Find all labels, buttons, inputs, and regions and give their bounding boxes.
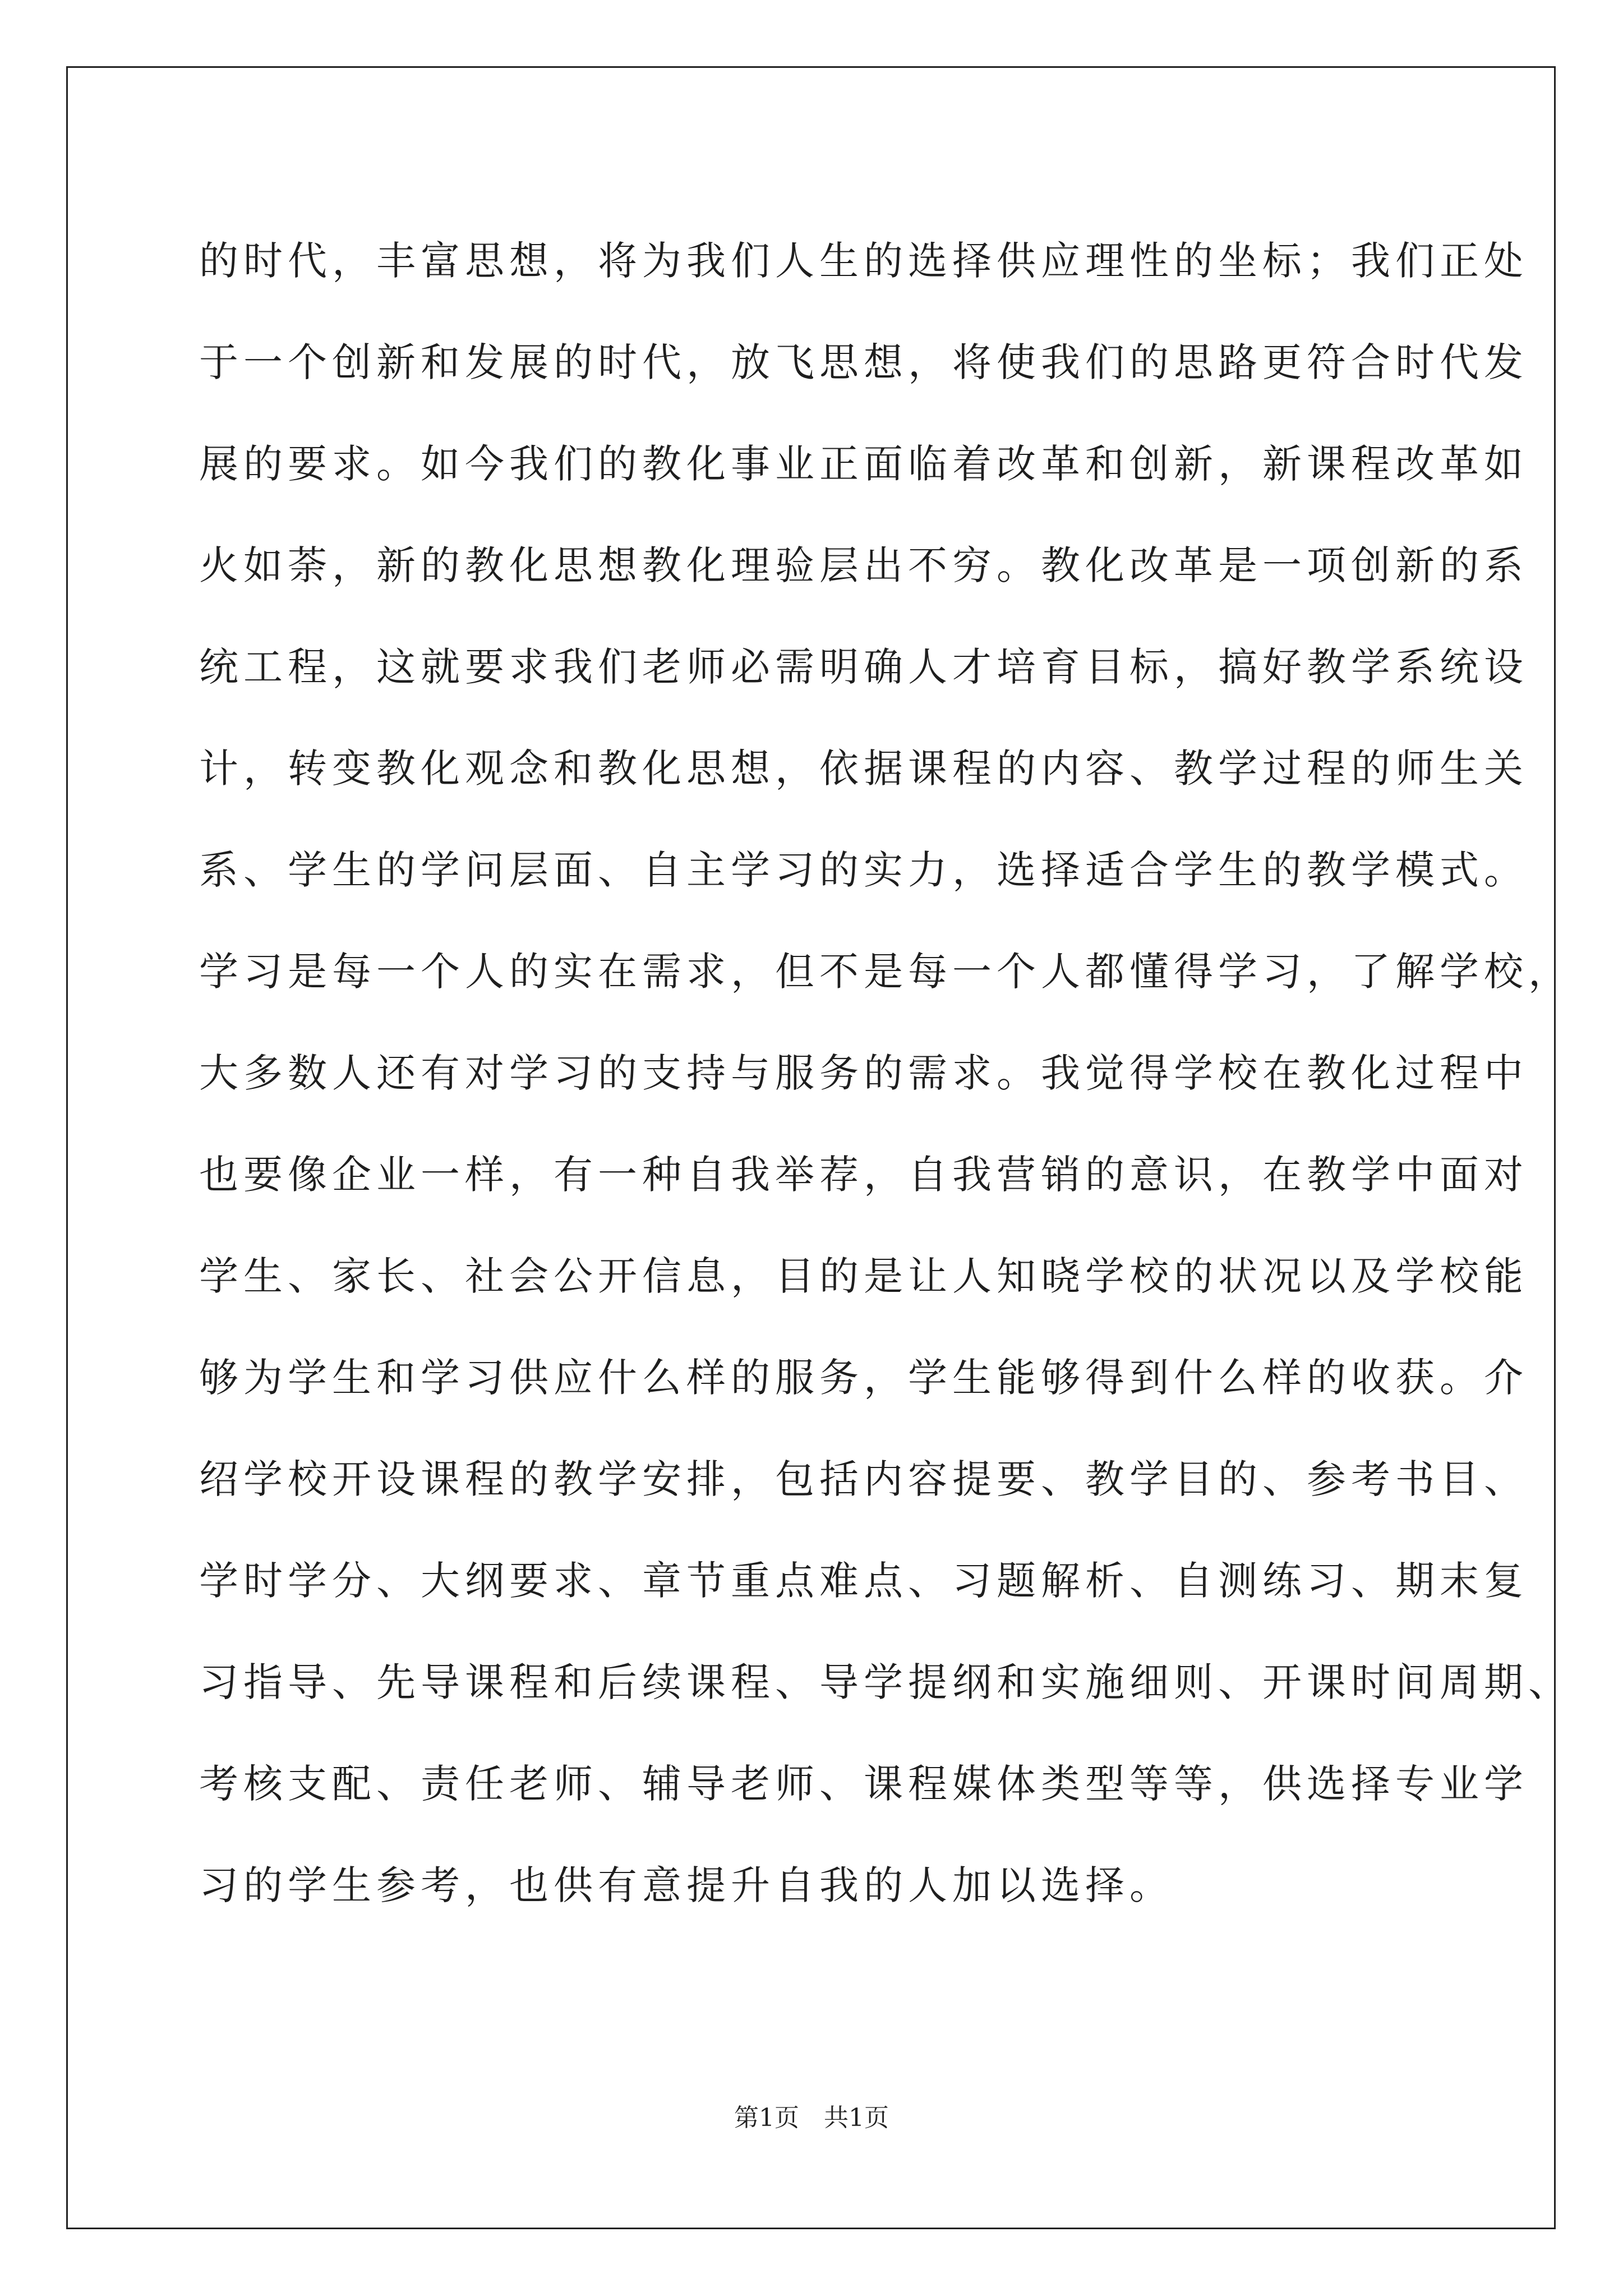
text-line: 学生、家长、社会公开信息，目的是让人知晓学校的状况以及学校能 [199,1253,1528,1299]
text-line: 于一个创新和发展的时代，放飞思想，将使我们的思路更符合时代发 [199,339,1528,385]
text-line: 也要像企业一样，有一种自我举荐，自我营销的意识，在教学中面对 [199,1152,1528,1198]
text-line: 的时代，丰富思想，将为我们人生的选择供应理性的坐标；我们正处 [199,238,1528,284]
text-line: 学时学分、大纲要求、章节重点难点、习题解析、自测练习、期末复 [199,1558,1528,1604]
text-line: 绍学校开设课程的教学安排，包括内容提要、教学目的、参考书目、 [199,1456,1528,1502]
page-footer [0,2101,1623,2135]
text-line: 大多数人还有对学习的支持与服务的需求。我觉得学校在教化过程中 [199,1050,1528,1096]
text-line: 习指导、先导课程和后续课程、导学提纲和实施细则、开课时间周期、 [199,1659,1573,1705]
page-total: 共1页 [824,2104,889,2132]
text-line: 系、学生的学问层面、自主学习的实力，选择适合学生的教学模式。 [199,847,1528,893]
document-body [199,210,1573,1936]
text-line: 展的要求。如今我们的教化事业正面临着改革和创新，新课程改革如 [199,441,1528,487]
page-number: 第1页 [734,2104,799,2132]
text-line: 火如荼，新的教化思想教化理验层出不穷。教化改革是一项创新的系 [199,542,1528,588]
text-line: 考核支配、责任老师、辅导老师、课程媒体类型等等，供选择专业学 [199,1761,1528,1807]
text-line: 够为学生和学习供应什么样的服务，学生能够得到什么样的收获。介 [199,1355,1528,1401]
text-line: 计，转变教化观念和教化思想，依据课程的内容、教学过程的师生关 [199,746,1528,792]
text-line: 统工程，这就要求我们老师必需明确人才培育目标，搞好教学系统设 [199,644,1528,690]
text-line: 习的学生参考，也供有意提升自我的人加以选择。 [199,1862,1174,1908]
text-line: 学习是每一个人的实在需求，但不是每一个人都懂得学习，了解学校， [199,949,1573,995]
